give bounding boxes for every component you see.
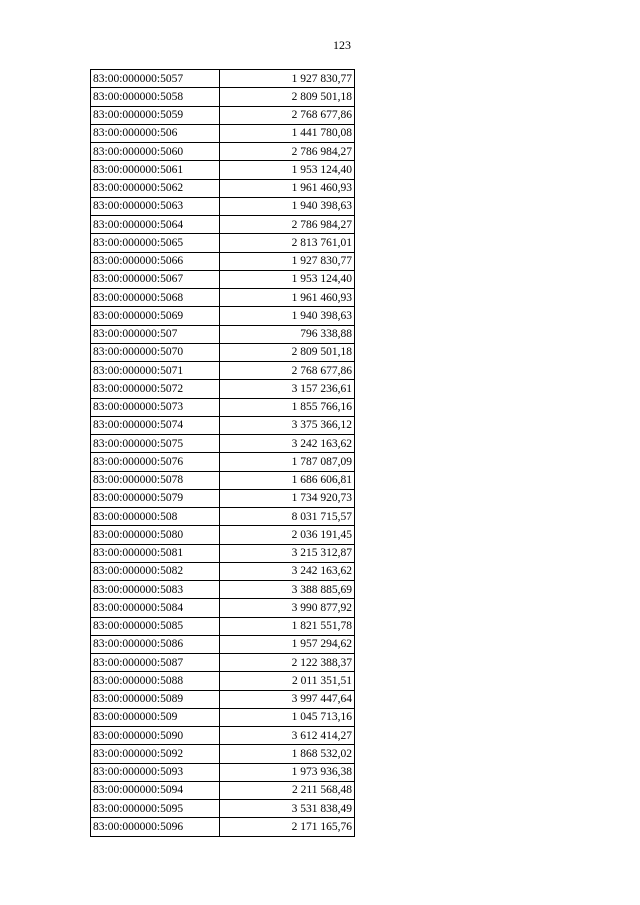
cadastral-number-cell: 83:00:000000:5087 [91, 654, 220, 672]
cadastral-number-cell: 83:00:000000:5096 [91, 818, 220, 836]
cadastral-number-cell: 83:00:000000:5063 [91, 197, 220, 215]
table-row [91, 435, 355, 453]
cadastral-number-cell: 83:00:000000:5068 [91, 289, 220, 307]
cadastral-value-cell: 1 940 398,63 [220, 307, 355, 325]
cadastral-value-cell: 1 961 460,93 [220, 179, 355, 197]
cadastral-number-cell: 83:00:000000:5080 [91, 526, 220, 544]
table-row [91, 635, 355, 653]
table-row [91, 289, 355, 307]
table-row [91, 763, 355, 781]
table-row [91, 708, 355, 726]
cadastral-number-cell: 83:00:000000:5078 [91, 471, 220, 489]
cadastral-value-cell: 2 122 388,37 [220, 654, 355, 672]
table-row [91, 745, 355, 763]
table-row [91, 471, 355, 489]
cadastral-number-cell: 83:00:000000:5090 [91, 727, 220, 745]
cadastral-value-cell: 2 809 501,18 [220, 343, 355, 361]
cadastral-value-table [90, 69, 355, 837]
page-number: 123 [333, 38, 351, 52]
table-row [91, 143, 355, 161]
cadastral-value-cell: 2 211 568,48 [220, 781, 355, 799]
table-row [91, 781, 355, 799]
cadastral-number-cell: 83:00:000000:5062 [91, 179, 220, 197]
table-row [91, 252, 355, 270]
cadastral-value-cell: 2 768 677,86 [220, 106, 355, 124]
cadastral-number-cell: 83:00:000000:5089 [91, 690, 220, 708]
cadastral-value-cell: 2 809 501,18 [220, 88, 355, 106]
cadastral-value-cell: 1 686 606,81 [220, 471, 355, 489]
cadastral-number-cell: 83:00:000000:5072 [91, 380, 220, 398]
table-row [91, 508, 355, 526]
table-row [91, 197, 355, 215]
table-row [91, 599, 355, 617]
cadastral-value-cell: 1 973 936,38 [220, 763, 355, 781]
cadastral-value-cell: 2 171 165,76 [220, 818, 355, 836]
cadastral-value-cell: 1 441 780,08 [220, 124, 355, 142]
table-row [91, 581, 355, 599]
table-row [91, 453, 355, 471]
cadastral-number-cell: 83:00:000000:5067 [91, 270, 220, 288]
cadastral-value-cell: 2 786 984,27 [220, 143, 355, 161]
table-body [91, 70, 355, 837]
cadastral-value-cell: 1 927 830,77 [220, 252, 355, 270]
cadastral-number-cell: 83:00:000000:5064 [91, 216, 220, 234]
cadastral-value-cell: 3 215 312,87 [220, 544, 355, 562]
table-row [91, 544, 355, 562]
cadastral-value-cell: 1 961 460,93 [220, 289, 355, 307]
cadastral-value-cell: 1 957 294,62 [220, 635, 355, 653]
cadastral-value-cell: 2 036 191,45 [220, 526, 355, 544]
table-row [91, 70, 355, 88]
table-row [91, 362, 355, 380]
cadastral-number-cell: 83:00:000000:5079 [91, 489, 220, 507]
cadastral-value-cell: 3 997 447,64 [220, 690, 355, 708]
table-row [91, 562, 355, 580]
cadastral-number-cell: 83:00:000000:5092 [91, 745, 220, 763]
table-row [91, 690, 355, 708]
table-row [91, 672, 355, 690]
cadastral-number-cell: 83:00:000000:5060 [91, 143, 220, 161]
cadastral-value-cell: 1 045 713,16 [220, 708, 355, 726]
cadastral-value-cell: 1 953 124,40 [220, 270, 355, 288]
cadastral-number-cell: 83:00:000000:5095 [91, 800, 220, 818]
table-row [91, 398, 355, 416]
table-row [91, 818, 355, 836]
cadastral-value-cell: 1 940 398,63 [220, 197, 355, 215]
cadastral-number-cell: 83:00:000000:5061 [91, 161, 220, 179]
cadastral-number-cell: 83:00:000000:5071 [91, 362, 220, 380]
cadastral-value-cell: 3 242 163,62 [220, 562, 355, 580]
cadastral-value-cell: 3 388 885,69 [220, 581, 355, 599]
cadastral-number-cell: 83:00:000000:506 [91, 124, 220, 142]
table-row [91, 270, 355, 288]
cadastral-number-cell: 83:00:000000:5073 [91, 398, 220, 416]
cadastral-number-cell: 83:00:000000:508 [91, 508, 220, 526]
table-row [91, 307, 355, 325]
cadastral-number-cell: 83:00:000000:5058 [91, 88, 220, 106]
cadastral-value-cell: 3 242 163,62 [220, 435, 355, 453]
table-row [91, 106, 355, 124]
cadastral-number-cell: 83:00:000000:5081 [91, 544, 220, 562]
table-row [91, 727, 355, 745]
table-row [91, 161, 355, 179]
cadastral-value-cell: 2 768 677,86 [220, 362, 355, 380]
cadastral-number-cell: 83:00:000000:5059 [91, 106, 220, 124]
cadastral-value-cell: 3 612 414,27 [220, 727, 355, 745]
table-row [91, 325, 355, 343]
table-row [91, 179, 355, 197]
table-row [91, 800, 355, 818]
table-row [91, 216, 355, 234]
table-row [91, 234, 355, 252]
table-row [91, 489, 355, 507]
cadastral-value-cell: 1 734 920,73 [220, 489, 355, 507]
cadastral-value-cell: 1 821 551,78 [220, 617, 355, 635]
cadastral-value-cell: 3 157 236,61 [220, 380, 355, 398]
cadastral-value-cell: 1 927 830,77 [220, 70, 355, 88]
table-row [91, 124, 355, 142]
table-row [91, 88, 355, 106]
cadastral-number-cell: 83:00:000000:5094 [91, 781, 220, 799]
cadastral-number-cell: 83:00:000000:5065 [91, 234, 220, 252]
cadastral-value-cell: 3 531 838,49 [220, 800, 355, 818]
cadastral-value-cell: 1 868 532,02 [220, 745, 355, 763]
table-row [91, 654, 355, 672]
cadastral-number-cell: 83:00:000000:5093 [91, 763, 220, 781]
cadastral-number-cell: 83:00:000000:509 [91, 708, 220, 726]
cadastral-value-cell: 796 338,88 [220, 325, 355, 343]
cadastral-number-cell: 83:00:000000:5084 [91, 599, 220, 617]
cadastral-value-cell: 3 990 877,92 [220, 599, 355, 617]
cadastral-number-cell: 83:00:000000:5086 [91, 635, 220, 653]
cadastral-number-cell: 83:00:000000:5082 [91, 562, 220, 580]
cadastral-value-cell: 2 813 761,01 [220, 234, 355, 252]
cadastral-number-cell: 83:00:000000:5085 [91, 617, 220, 635]
cadastral-number-cell: 83:00:000000:5057 [91, 70, 220, 88]
cadastral-number-cell: 83:00:000000:5069 [91, 307, 220, 325]
cadastral-value-cell: 1 787 087,09 [220, 453, 355, 471]
table-row [91, 416, 355, 434]
cadastral-value-cell: 1 953 124,40 [220, 161, 355, 179]
cadastral-value-cell: 2 786 984,27 [220, 216, 355, 234]
table-row [91, 380, 355, 398]
cadastral-value-cell: 1 855 766,16 [220, 398, 355, 416]
table-row [91, 617, 355, 635]
cadastral-number-cell: 83:00:000000:5083 [91, 581, 220, 599]
cadastral-value-cell: 2 011 351,51 [220, 672, 355, 690]
cadastral-number-cell: 83:00:000000:5075 [91, 435, 220, 453]
cadastral-number-cell: 83:00:000000:5074 [91, 416, 220, 434]
cadastral-number-cell: 83:00:000000:5070 [91, 343, 220, 361]
cadastral-number-cell: 83:00:000000:5066 [91, 252, 220, 270]
table-row [91, 343, 355, 361]
cadastral-value-cell: 3 375 366,12 [220, 416, 355, 434]
table-row [91, 526, 355, 544]
cadastral-number-cell: 83:00:000000:5076 [91, 453, 220, 471]
cadastral-number-cell: 83:00:000000:507 [91, 325, 220, 343]
cadastral-number-cell: 83:00:000000:5088 [91, 672, 220, 690]
cadastral-value-cell: 8 031 715,57 [220, 508, 355, 526]
